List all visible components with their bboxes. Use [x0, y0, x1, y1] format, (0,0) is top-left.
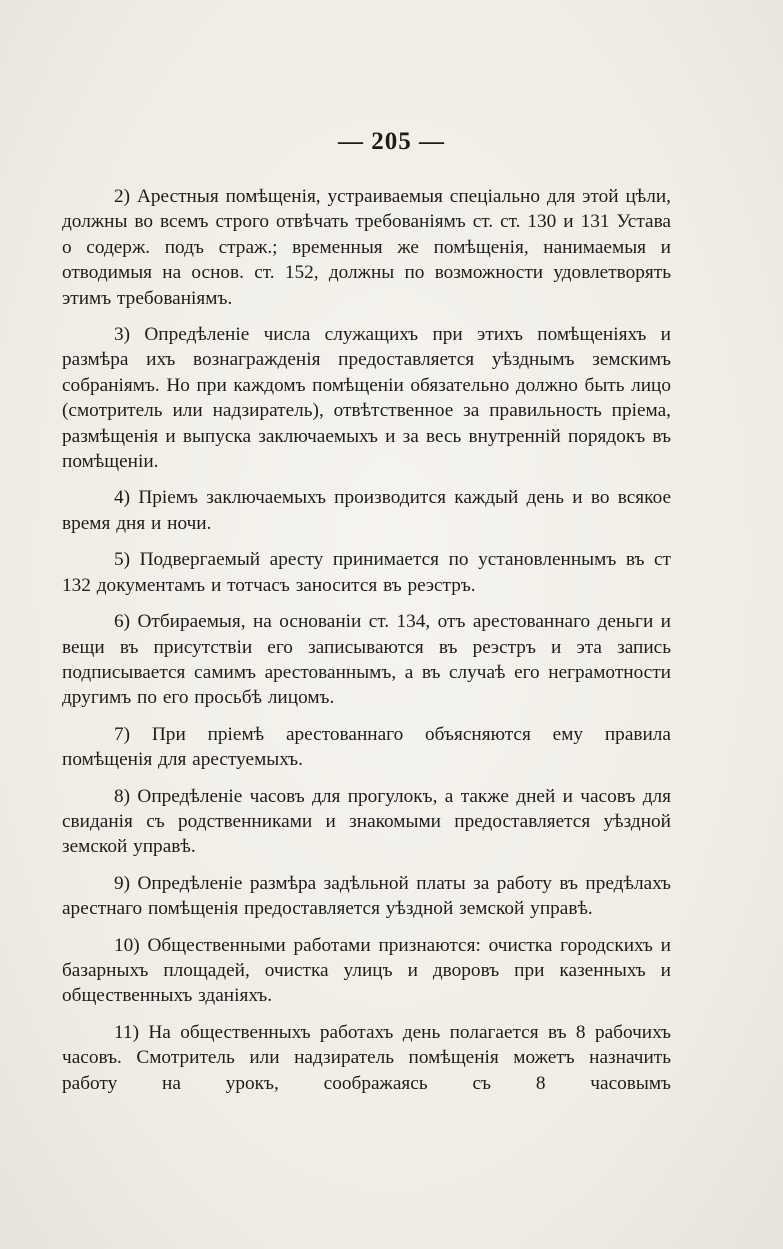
paragraph-6: 6) Отбираемыя, на основаніи ст. 134, отъ арестованнаго деньги и вещи въ присутствіи его записываются въ реэстръ и эта запись подписывается самимъ арестованнымъ, а въ случаѣ его неграмотности другимъ по его просьбѣ лицомъ.	[62, 611, 671, 709]
paragraph-9: 9) Опредѣленіе размѣра задѣльной платы за работу въ предѣлахъ арестнаго помѣщенія предоставляется уѣздной земской управѣ.	[62, 872, 671, 920]
paragraph-8: 8) Опредѣленіе часовъ для прогулокъ, а также дней и часовъ для свиданія съ родственниками и знакомыми предоставляется уѣздной земской управѣ.	[62, 785, 671, 858]
paragraph-7: 7) При пріемѣ арестованнаго объясняются ему правила помѣщенія для арестуемыхъ.	[62, 723, 671, 771]
paragraph-3: 3) Опредѣленіе числа служащихъ при этихъ помѣщеніяхъ и размѣра ихъ вознагражденія предоставляется уѣзднымъ земскимъ собраніямъ. Но при каждомъ помѣщеніи обязательно должно быть лицо (смотритель или надзиратель), отвѣтственное за правильность пріема, размѣщенія и выпуска заключаемыхъ и за весь внутренній порядокъ въ помѣщеніи.	[62, 324, 671, 473]
paragraph-5: 5) Подвергаемый аресту принимается по установленнымъ въ ст 132 документамъ и тотчасъ заносится въ реэстръ.	[62, 549, 671, 596]
paragraph-2: 2) Арестныя помѣщенія, устраиваемыя спеціально для этой цѣли, должны во всемъ строго отвѣчать требованіямъ ст. ст. 130 и 131 Устава о содерж. подъ страж.; временныя же помѣщенія, нанимаемыя и отводимыя на основ. ст. 152, должны по возможности удовлетворять этимъ требованіямъ.	[62, 186, 671, 309]
paragraph-10: 10) Общественными работами признаются: очистка городскихъ и базарныхъ площадей, очистка улицъ и дворовъ при казенныхъ и общественныхъ зданіяхъ.	[62, 934, 671, 1007]
paragraph-11: 11) На общественныхъ работахъ день полагается въ 8 рабочихъ часовъ. Смотритель или надзиратель помѣщенія можетъ назначить работу на урокъ, соображаясь съ 8 часовымъ	[62, 1021, 671, 1094]
paragraph-4: 4) Пріемъ заключаемыхъ производится каждый день и во всякое время дня и ночи.	[62, 487, 671, 534]
page-number: — 205 —	[338, 128, 445, 155]
body-text	[62, 184, 671, 1107]
